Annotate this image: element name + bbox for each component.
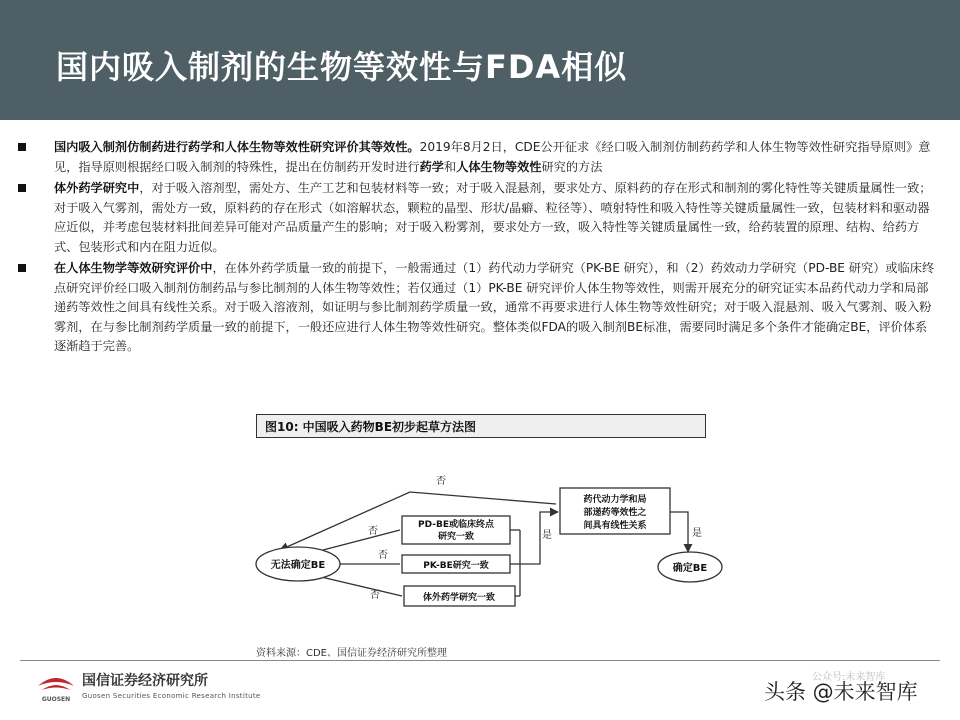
figure-source: 资料来源：CDE、国信证券经济研究所整理 <box>256 648 448 659</box>
bullet-item <box>18 259 938 357</box>
node-linear-line1: 药代动力学和局 <box>583 495 647 505</box>
node-confirm-be-text: 确定BE <box>672 563 708 574</box>
org-block <box>82 670 261 700</box>
org-name-cn: 国信证券经济研究所 <box>82 673 208 689</box>
node-pk-be-text: PK-BE研究一致 <box>423 561 489 571</box>
node-linear-line2: 部递药等效性之 <box>583 508 647 518</box>
bullet-item <box>18 179 938 257</box>
label-no-pk: 否 <box>378 550 388 561</box>
bullet-body: 研究的方法 <box>541 159 603 174</box>
figure-title: 图10: 中国吸入药物BE初步起草方法图 <box>265 420 477 434</box>
be-flow-diagram <box>240 440 740 640</box>
bullet-text <box>54 138 938 177</box>
flowchart-svg <box>240 440 740 640</box>
node-pd-be-line1: PD-BE或临床终点 <box>418 520 494 530</box>
node-pd-be-line2: 研究一致 <box>437 532 475 542</box>
label-no-pd: 否 <box>368 526 378 537</box>
logo-text: GUOSEN <box>41 696 71 703</box>
org-name-en: Guosen Securities Economic Research Institute <box>82 692 261 700</box>
guosen-logo-icon <box>34 668 78 704</box>
arrow-linear-yes <box>670 512 688 552</box>
bullet-text <box>54 179 938 257</box>
bullet-square-icon <box>18 184 26 192</box>
label-no-top: 否 <box>436 476 446 487</box>
bullet-body: ，对于吸入溶剂型，需处方、生产工艺和包装材料等一致；对于吸入混悬剂，要求处方、原料药的存在形式和制剂的雾化特性等关键质量属性一致；对于吸入气雾剂，需处方一致，原料药的存在形式（如溶解状态，颗粒的晶型、形状/晶癖、粒径等）、喷射特性和吸入特性等关键质量属性一致，包装材料和驱动器应近似，并考虑包装材料批间差异可能对产品质量产生的影响；对于吸入粉雾剂，要求处方一致，吸入特性等关键质量属性一致，给药装置的原理、结构、给药方式、包装形式和内在阻力近似。 <box>54 181 932 254</box>
node-invitro-text: 体外药学研究一致 <box>422 593 496 603</box>
node-linear-line3: 间具有线性关系 <box>583 521 647 531</box>
bullet-body: ，在体外药学质量一致的前提下，一般需通过（1）药代动力学研究（PK-BE 研究），和（2）药效动力学研究（PD-BE 研究）或临床终点研究评价经口吸入制剂仿制药品与参比制剂的人体生物等效性；若仅通过（1）PK-BE 研究评价人体生物等效性，则需开展充分的研究证实本品药代动力学和局部递药等效性之间具有线性关系。对于吸入溶液剂，如证明与参比制剂药学质量一致，通常不再要求进行人体生物等效性研究；对于吸入混悬剂、吸入气雾剂、吸入粉雾剂，在与参比制剂药学质量一致的前提下，一般还应进行人体生物等效性研究。整体类似FDA的吸入制剂BE标准，需要同时满足多个条件才能确定BE，评价体系逐渐趋于完善。 <box>54 261 935 353</box>
footer-divider <box>20 660 940 661</box>
figure-title-box <box>256 414 706 438</box>
watermark-faint: 公众号:未来智库 <box>812 672 886 683</box>
bullet-item <box>18 138 938 177</box>
bullet-bold-lead: 国内吸入制剂仿制药进行药学和人体生物等效性研究评价其等效性。 <box>54 140 420 154</box>
bullet-body: 2019年8月2日，CDE公开征求《经口吸入制剂仿制药药学和人体生物等效性研究指导原则》意见，指导原则根据经口吸入制剂的特殊性，提出在仿制药开发时进行 <box>54 140 931 174</box>
bullet-square-icon <box>18 143 26 151</box>
watermark: 头条 @未来智库 <box>764 680 918 704</box>
title-bar <box>0 0 960 120</box>
label-yes-merge: 是 <box>542 530 552 541</box>
bullet-list <box>18 138 938 359</box>
bullet-bold-lead: 体外药学研究中 <box>54 181 140 195</box>
label-yes-linear: 是 <box>692 528 702 539</box>
page-title: 国内吸入制剂的生物等效性与FDA相似 <box>56 48 628 86</box>
label-no-invitro: 否 <box>370 590 380 601</box>
bullet-body: 和 <box>444 159 457 174</box>
bullet-bold-lead: 在人体生物学等效研究评价中 <box>54 261 213 275</box>
bullet-text <box>54 259 938 357</box>
node-no-be-text: 无法确定BE <box>270 560 326 571</box>
bullet-bold-term: 药学 <box>419 159 444 174</box>
arrow-to-linear <box>520 512 558 564</box>
bullet-square-icon <box>18 264 26 272</box>
bullet-bold-term: 人体生物等效性 <box>456 159 542 174</box>
